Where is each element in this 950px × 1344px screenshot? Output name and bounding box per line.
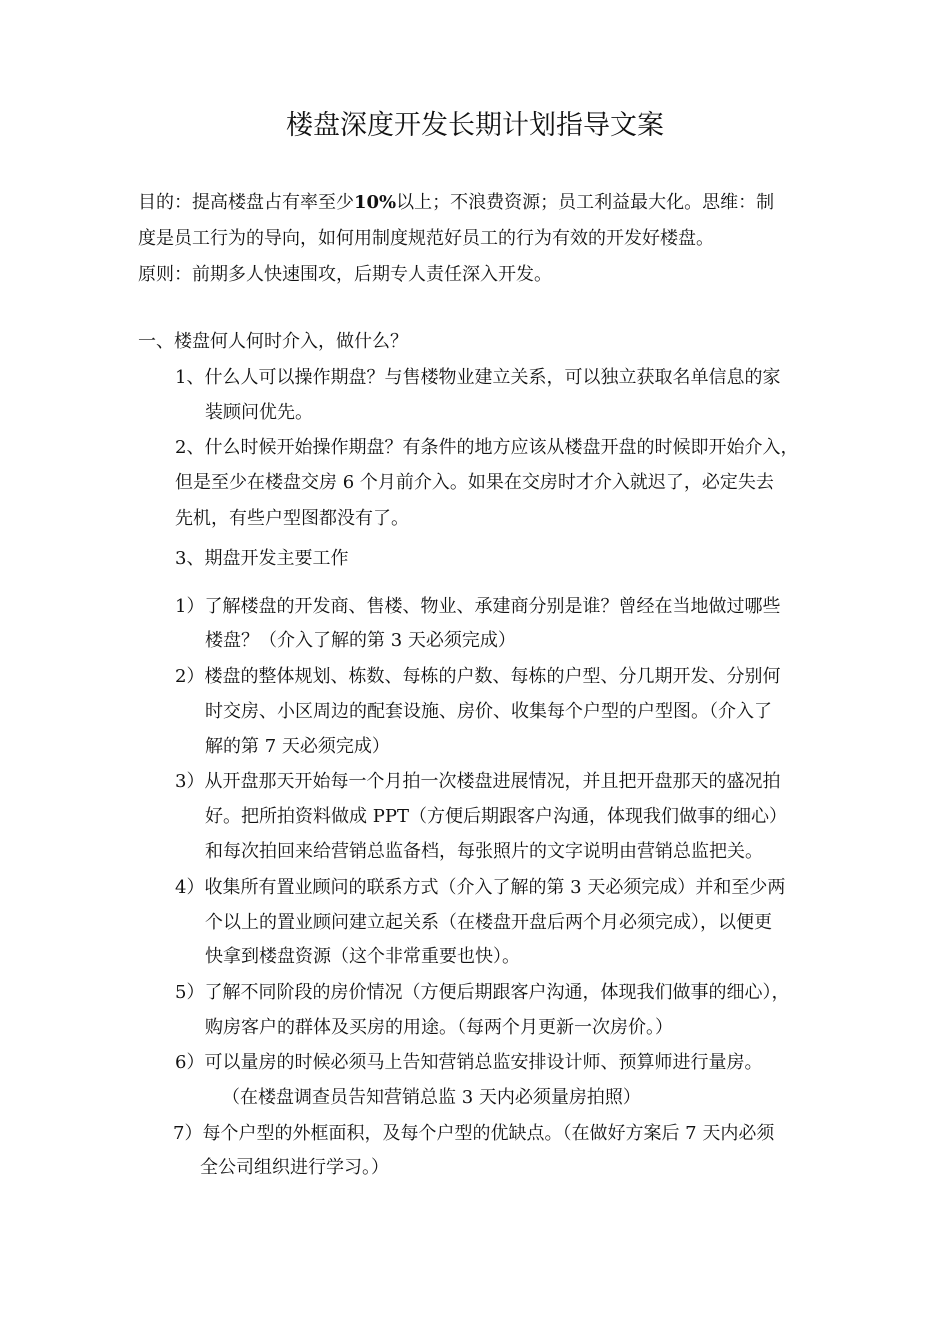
item-4-line-3: 快拿到楼盘资源（这个非常重要也快）。	[205, 946, 520, 967]
question-2-line-1: 2、什么时候开始操作期盘？有条件的地方应该从楼盘开盘的时候即开始介入，	[175, 437, 799, 458]
item-6-line-1: 6）可以量房的时候必须马上告知营销总监安排设计师、预算师进行量房。	[175, 1052, 763, 1073]
purpose-line-1	[138, 191, 774, 215]
item-2-line-3: 解的第 7 天必须完成）	[205, 736, 390, 757]
question-3-heading: 3、期盘开发主要工作	[175, 548, 349, 569]
purpose-percentage: 10%	[354, 192, 397, 213]
item-1-line-1: 1）了解楼盘的开发商、售楼、物业、承建商分别是谁？曾经在当地做过哪些	[175, 596, 781, 617]
item-4-line-2: 个以上的置业顾问建立起关系（在楼盘开盘后两个月必须完成），以便更	[205, 912, 772, 933]
purpose-line-2: 度是员工行为的导向，如何用制度规范好员工的行为有效的开发好楼盘。	[138, 228, 714, 249]
purpose-text-a: 目的：提高楼盘占有率至少	[138, 192, 354, 213]
item-2-line-1: 2）楼盘的整体规划、栋数、每栋的户数、每栋的户型、分几期开发、分别何	[175, 666, 781, 687]
principle-line: 原则：前期多人快速围攻，后期专人责任深入开发。	[138, 264, 552, 285]
question-2-line-2: 但是至少在楼盘交房 6 个月前介入。如果在交房时才介入就迟了，必定失去	[175, 472, 774, 493]
section-heading: 一、楼盘何人何时介入，做什么？	[138, 331, 408, 352]
item-1-line-2: 楼盘？（介入了解的第 3 天必须完成）	[205, 630, 516, 651]
item-3-line-3: 和每次拍回来给营销总监备档，每张照片的文字说明由营销总监把关。	[205, 841, 763, 862]
item-6-line-2: （在楼盘调查员告知营销总监 3 天内必须量房拍照）	[222, 1087, 641, 1108]
item-7-line-2: 全公司组织进行学习。）	[200, 1157, 389, 1178]
document-title: 楼盘深度开发长期计划指导文案	[286, 110, 664, 141]
question-1-line-2: 装顾问优先。	[205, 402, 313, 423]
question-1-line-1: 1、什么人可以操作期盘？与售楼物业建立关系，可以独立获取名单信息的家	[175, 367, 781, 388]
item-4-line-1: 4）收集所有置业顾问的联系方式（介入了解的第 3 天必须完成）并和至少两	[175, 877, 786, 898]
item-3-line-2: 好。把所拍资料做成 PPT（方便后期跟客户沟通，体现我们做事的细心）	[205, 806, 787, 827]
item-7-line-1: 7）每个户型的外框面积，及每个户型的优缺点。（在做好方案后 7 天内必须	[173, 1123, 775, 1144]
item-5-line-1: 5）了解不同阶段的房价情况（方便后期跟客户沟通，体现我们做事的细心），	[175, 982, 790, 1003]
item-5-line-2: 购房客户的群体及买房的用途。（每两个月更新一次房价。）	[205, 1017, 673, 1038]
item-2-line-2: 时交房、小区周边的配套设施、房价、收集每个户型的户型图。（介入了	[205, 701, 772, 722]
item-3-line-1: 3）从开盘那天开始每一个月拍一次楼盘进展情况，并且把开盘那天的盛况拍	[175, 771, 781, 792]
question-2-line-3: 先机，有些户型图都没有了。	[175, 508, 409, 529]
purpose-text-b: 以上；不浪费资源；员工利益最大化。思维：制	[396, 192, 775, 213]
